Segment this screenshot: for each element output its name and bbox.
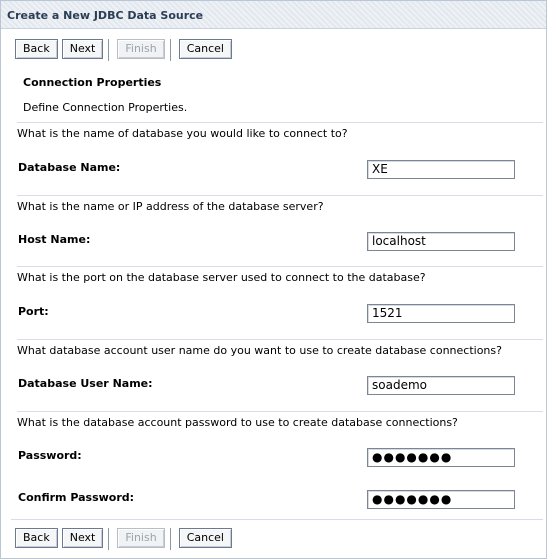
- top-button-bar: [15, 39, 232, 61]
- toolbar-divider: [108, 39, 112, 61]
- cancel-button[interactable]: Cancel: [179, 528, 232, 548]
- question-port: What is the port on the database server used to connect to the database?: [17, 266, 543, 289]
- next-button[interactable]: Next: [62, 528, 104, 548]
- bottom-button-bar: [15, 528, 232, 550]
- bottom-divider: [11, 519, 543, 520]
- db-user-input[interactable]: soademo: [367, 376, 515, 395]
- password-label: Password:: [18, 449, 82, 462]
- toolbar-divider: [170, 528, 174, 550]
- question-password: What is the database account password to use to create database connections?: [17, 411, 543, 434]
- toolbar-divider: [108, 528, 112, 550]
- host-name-label: Host Name:: [18, 233, 91, 246]
- section-heading: Connection Properties: [23, 76, 162, 89]
- finish-button[interactable]: Finish: [117, 39, 164, 59]
- password-input[interactable]: ●●●●●●●: [367, 448, 515, 467]
- question-user: What database account user name do you want to use to create database connections?: [17, 339, 543, 362]
- toolbar-divider: [170, 39, 174, 61]
- panel-title: Create a New JDBC Data Source: [7, 9, 204, 22]
- finish-button[interactable]: Finish: [117, 528, 164, 548]
- confirm-password-input[interactable]: ●●●●●●●: [367, 490, 515, 509]
- port-input[interactable]: 1521: [367, 304, 515, 323]
- question-host: What is the name or IP address of the database server?: [17, 195, 543, 218]
- db-user-label: Database User Name:: [18, 377, 153, 390]
- panel-title-bar: [1, 1, 546, 29]
- port-label: Port:: [18, 305, 49, 318]
- db-name-input[interactable]: XE: [367, 160, 515, 179]
- section-subtitle: Define Connection Properties.: [23, 101, 188, 114]
- next-button[interactable]: Next: [62, 39, 104, 59]
- back-button[interactable]: Back: [15, 528, 58, 548]
- question-db-name: What is the name of database you would like to connect to?: [17, 122, 543, 145]
- back-button[interactable]: Back: [15, 39, 58, 59]
- host-name-input[interactable]: localhost: [367, 232, 515, 251]
- confirm-password-label: Confirm Password:: [18, 491, 135, 504]
- cancel-button[interactable]: Cancel: [179, 39, 232, 59]
- db-name-label: Database Name:: [18, 161, 121, 174]
